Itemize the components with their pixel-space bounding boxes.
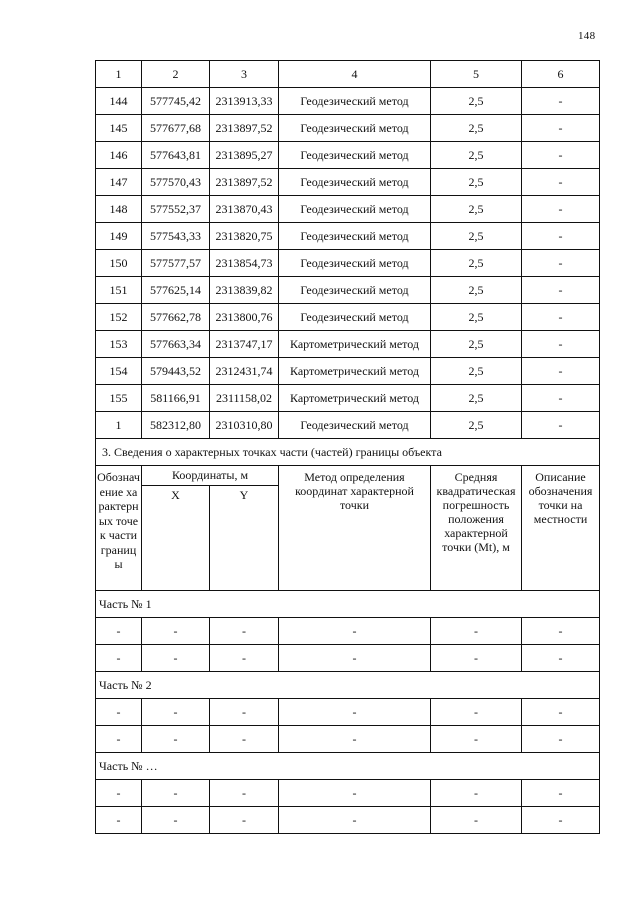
table-row bbox=[96, 358, 600, 385]
part-cell: - bbox=[431, 618, 522, 645]
part-cell: - bbox=[142, 645, 210, 672]
description: - bbox=[522, 223, 600, 250]
point-number: 153 bbox=[96, 331, 142, 358]
error-value: 2,5 bbox=[431, 385, 522, 412]
part-cell: - bbox=[142, 699, 210, 726]
part-cell: - bbox=[210, 807, 279, 834]
point-number: 155 bbox=[96, 385, 142, 412]
coord-y: 2313854,73 bbox=[210, 250, 279, 277]
table-row bbox=[96, 196, 600, 223]
table-row bbox=[96, 331, 600, 358]
coord-y: 2313913,33 bbox=[210, 88, 279, 115]
method: Геодезический метод bbox=[279, 115, 431, 142]
coord-x: 577552,37 bbox=[142, 196, 210, 223]
part-cell: - bbox=[210, 780, 279, 807]
part-label: Часть № … bbox=[96, 753, 600, 780]
column-number: 5 bbox=[431, 61, 522, 88]
method: Геодезический метод bbox=[279, 169, 431, 196]
description: - bbox=[522, 169, 600, 196]
part-cell: - bbox=[96, 645, 142, 672]
point-number: 147 bbox=[96, 169, 142, 196]
part-cell: - bbox=[279, 780, 431, 807]
part-cell: - bbox=[210, 726, 279, 753]
description: - bbox=[522, 358, 600, 385]
part-cell: - bbox=[210, 645, 279, 672]
column-number: 3 bbox=[210, 61, 279, 88]
part-cell: - bbox=[96, 618, 142, 645]
coordinates-table bbox=[95, 60, 600, 834]
section-title: 3. Сведения о характерных точках части (частей) границы объекта bbox=[96, 439, 600, 466]
part-cell: - bbox=[279, 618, 431, 645]
method: Геодезический метод bbox=[279, 412, 431, 439]
part-label-row bbox=[96, 753, 600, 780]
column-number-row bbox=[96, 61, 600, 88]
method: Картометрический метод bbox=[279, 331, 431, 358]
header-y: Y bbox=[210, 486, 279, 591]
description: - bbox=[522, 277, 600, 304]
column-number: 1 bbox=[96, 61, 142, 88]
point-number: 149 bbox=[96, 223, 142, 250]
description: - bbox=[522, 250, 600, 277]
part-cell: - bbox=[522, 618, 600, 645]
part-cell: - bbox=[522, 780, 600, 807]
error-value: 2,5 bbox=[431, 223, 522, 250]
description: - bbox=[522, 88, 600, 115]
table-row bbox=[96, 618, 600, 645]
error-value: 2,5 bbox=[431, 358, 522, 385]
description: - bbox=[522, 304, 600, 331]
coord-y: 2313747,17 bbox=[210, 331, 279, 358]
part-label: Часть № 2 bbox=[96, 672, 600, 699]
table-row bbox=[96, 169, 600, 196]
table-row bbox=[96, 412, 600, 439]
table-row bbox=[96, 807, 600, 834]
error-value: 2,5 bbox=[431, 277, 522, 304]
part-cell: - bbox=[431, 699, 522, 726]
table-row bbox=[96, 115, 600, 142]
coord-y: 2313870,43 bbox=[210, 196, 279, 223]
part-cell: - bbox=[142, 780, 210, 807]
error-value: 2,5 bbox=[431, 250, 522, 277]
part-cell: - bbox=[96, 780, 142, 807]
method: Геодезический метод bbox=[279, 223, 431, 250]
method: Геодезический метод bbox=[279, 88, 431, 115]
coord-y: 2311158,02 bbox=[210, 385, 279, 412]
error-value: 2,5 bbox=[431, 115, 522, 142]
part-cell: - bbox=[431, 645, 522, 672]
header-coords: Координаты, м bbox=[142, 466, 279, 486]
part-cell: - bbox=[96, 807, 142, 834]
part-cell: - bbox=[210, 699, 279, 726]
part-label: Часть № 1 bbox=[96, 591, 600, 618]
description: - bbox=[522, 385, 600, 412]
point-number: 146 bbox=[96, 142, 142, 169]
table-row bbox=[96, 304, 600, 331]
header-method: Метод определения координат характерной точки bbox=[279, 466, 431, 591]
point-number: 150 bbox=[96, 250, 142, 277]
coord-x: 577543,33 bbox=[142, 223, 210, 250]
part-cell: - bbox=[522, 807, 600, 834]
table-row bbox=[96, 385, 600, 412]
coord-y: 2313820,75 bbox=[210, 223, 279, 250]
error-value: 2,5 bbox=[431, 331, 522, 358]
table-row bbox=[96, 223, 600, 250]
coord-x: 577625,14 bbox=[142, 277, 210, 304]
part-label-row bbox=[96, 672, 600, 699]
method: Геодезический метод bbox=[279, 142, 431, 169]
point-number: 145 bbox=[96, 115, 142, 142]
coord-y: 2313800,76 bbox=[210, 304, 279, 331]
point-number: 148 bbox=[96, 196, 142, 223]
error-value: 2,5 bbox=[431, 142, 522, 169]
table-row bbox=[96, 699, 600, 726]
coord-x: 577643,81 bbox=[142, 142, 210, 169]
coord-x: 577577,57 bbox=[142, 250, 210, 277]
coord-x: 581166,91 bbox=[142, 385, 210, 412]
table-row bbox=[96, 142, 600, 169]
part-cell: - bbox=[142, 726, 210, 753]
error-value: 2,5 bbox=[431, 196, 522, 223]
description: - bbox=[522, 142, 600, 169]
table-row bbox=[96, 250, 600, 277]
section-title-row bbox=[96, 439, 600, 466]
coord-x: 582312,80 bbox=[142, 412, 210, 439]
part-cell: - bbox=[96, 726, 142, 753]
part-cell: - bbox=[431, 780, 522, 807]
method: Геодезический метод bbox=[279, 277, 431, 304]
point-number: 152 bbox=[96, 304, 142, 331]
description: - bbox=[522, 331, 600, 358]
table-row bbox=[96, 88, 600, 115]
method: Геодезический метод bbox=[279, 304, 431, 331]
error-value: 2,5 bbox=[431, 169, 522, 196]
coord-x: 577570,43 bbox=[142, 169, 210, 196]
description: - bbox=[522, 412, 600, 439]
coord-y: 2312431,74 bbox=[210, 358, 279, 385]
coord-x: 577663,34 bbox=[142, 331, 210, 358]
method: Картометрический метод bbox=[279, 358, 431, 385]
table-row bbox=[96, 277, 600, 304]
part-cell: - bbox=[279, 726, 431, 753]
part-cell: - bbox=[522, 726, 600, 753]
coord-y: 2313897,52 bbox=[210, 169, 279, 196]
coord-y: 2313895,27 bbox=[210, 142, 279, 169]
description: - bbox=[522, 196, 600, 223]
part-cell: - bbox=[279, 645, 431, 672]
coord-y: 2310310,80 bbox=[210, 412, 279, 439]
column-number: 6 bbox=[522, 61, 600, 88]
part-cell: - bbox=[431, 726, 522, 753]
coord-x: 577745,42 bbox=[142, 88, 210, 115]
part-cell: - bbox=[210, 618, 279, 645]
part-cell: - bbox=[279, 807, 431, 834]
header-row bbox=[96, 466, 600, 486]
part-cell: - bbox=[431, 807, 522, 834]
part-cell: - bbox=[522, 699, 600, 726]
table-row bbox=[96, 726, 600, 753]
part-cell: - bbox=[142, 618, 210, 645]
column-number: 2 bbox=[142, 61, 210, 88]
coord-y: 2313839,82 bbox=[210, 277, 279, 304]
part-cell: - bbox=[96, 699, 142, 726]
description: - bbox=[522, 115, 600, 142]
part-cell: - bbox=[279, 699, 431, 726]
method: Геодезический метод bbox=[279, 196, 431, 223]
coord-y: 2313897,52 bbox=[210, 115, 279, 142]
page-number: 148 bbox=[578, 30, 596, 42]
header-error: Средняя квадратическая погрешность положения характерной точки (Mt), м bbox=[431, 466, 522, 591]
part-cell: - bbox=[142, 807, 210, 834]
coord-x: 577677,68 bbox=[142, 115, 210, 142]
error-value: 2,5 bbox=[431, 412, 522, 439]
part-cell: - bbox=[522, 645, 600, 672]
column-number: 4 bbox=[279, 61, 431, 88]
method: Геодезический метод bbox=[279, 250, 431, 277]
header-x: X bbox=[142, 486, 210, 591]
coord-x: 577662,78 bbox=[142, 304, 210, 331]
point-number: 154 bbox=[96, 358, 142, 385]
part-label-row bbox=[96, 591, 600, 618]
method: Картометрический метод bbox=[279, 385, 431, 412]
header-description: Описание обозначения точки на местности bbox=[522, 466, 600, 591]
header-point-code: Обозначение характерных точек части границы bbox=[96, 466, 142, 591]
point-number: 1 bbox=[96, 412, 142, 439]
error-value: 2,5 bbox=[431, 304, 522, 331]
coord-x: 579443,52 bbox=[142, 358, 210, 385]
table-row bbox=[96, 645, 600, 672]
point-number: 151 bbox=[96, 277, 142, 304]
table-row bbox=[96, 780, 600, 807]
point-number: 144 bbox=[96, 88, 142, 115]
error-value: 2,5 bbox=[431, 88, 522, 115]
